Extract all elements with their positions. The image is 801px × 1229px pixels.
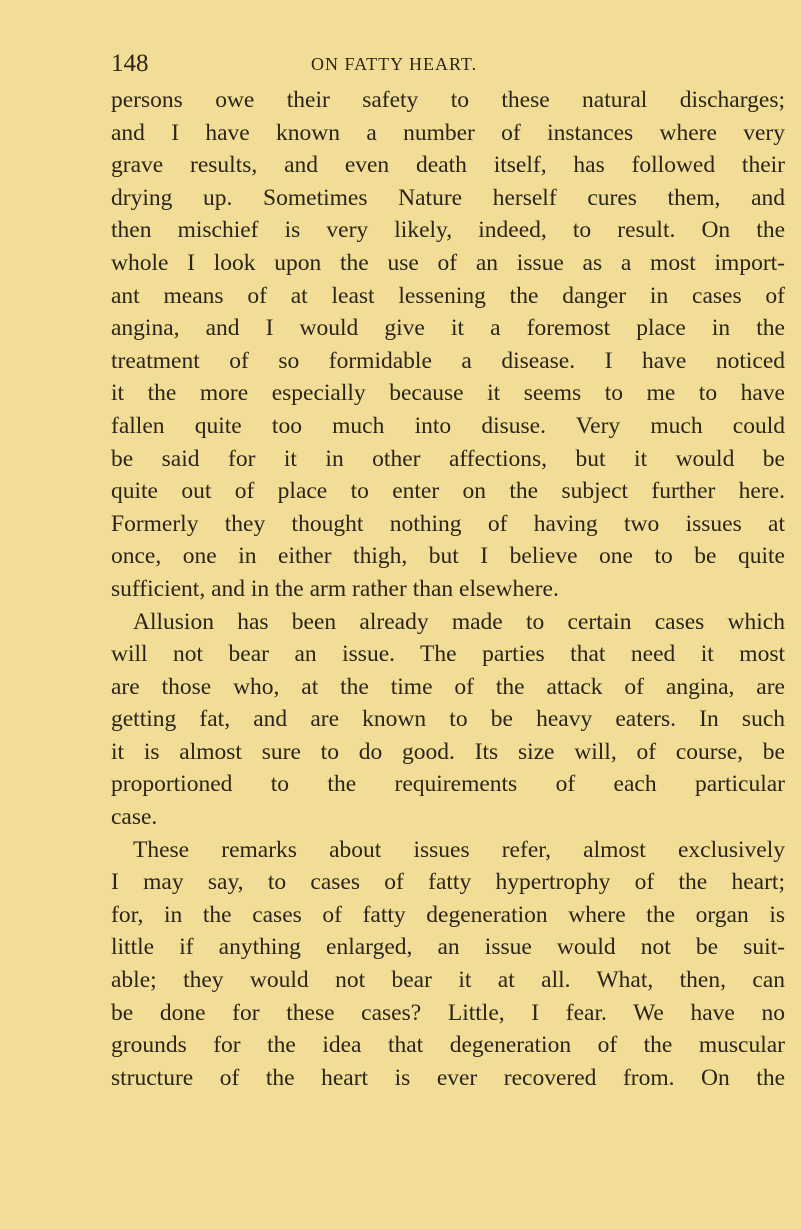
text-line: it is almost sure to do good. Its size will, of course, be [111, 738, 785, 765]
text-line: are those who, at the time of the attack of angina, are [111, 673, 785, 700]
page-number: 148 [111, 50, 149, 77]
text-line: angina, and I would give it a foremost place in the [111, 315, 785, 342]
text-line: proportioned to the requirements of each particular [111, 771, 785, 798]
text-line: persons owe their safety to these natural discharges; [111, 87, 785, 113]
page-header [111, 50, 541, 80]
text-line: whole I look upon the use of an issue as a most import- [111, 249, 785, 276]
text-line: grounds for the idea that degeneration of the muscular [111, 1032, 785, 1059]
text-line: be said for it in other affections, but it would be [111, 445, 785, 472]
text-line: I may say, to cases of fatty hypertrophy of the heart; [111, 869, 785, 896]
text-line: it the more especially because it seems to me to have [111, 380, 785, 407]
running-title: ON FATTY HEART. [311, 54, 478, 74]
text-line: fallen quite too much into disuse. Very much could [111, 412, 785, 439]
text-line: Allusion has been already made to certain cases which [133, 608, 785, 635]
text-line: getting fat, and are known to be heavy eaters. In such [111, 706, 785, 733]
text-line: then mischief is very likely, indeed, to result. On the [111, 217, 785, 244]
text-line: quite out of place to enter on the subject further here. [111, 478, 785, 505]
text-line: structure of the heart is ever recovered from. On the [111, 1064, 785, 1091]
text-line: will not bear an issue. The parties that need it most [111, 641, 785, 668]
text-line: once, one in either thigh, but I believe one to be quite [111, 543, 785, 570]
text-line: sufficient, and in the arm rather than elsewhere. [111, 575, 559, 602]
text-line: grave results, and even death itself, has followed their [111, 152, 785, 179]
text-line: drying up. Sometimes Nature herself cures them, and [111, 184, 785, 211]
text-line: ant means of at least lessening the danger in cases of [111, 282, 785, 309]
text-line: Formerly they thought nothing of having two issues at [111, 510, 785, 537]
text-line: treatment of so formidable a disease. I have noticed [111, 347, 785, 374]
page-body-text [111, 84, 785, 1094]
text-line: little if anything enlarged, an issue would not be suit- [111, 934, 785, 961]
text-line: case. [111, 804, 158, 831]
text-line: and I have known a number of instances where very [111, 119, 785, 146]
text-line: able; they would not bear it at all. What, then, can [111, 967, 785, 994]
text-line: be done for these cases? Little, I fear. We have no [111, 999, 785, 1026]
text-line: These remarks about issues refer, almost exclusively [133, 836, 785, 863]
text-line: for, in the cases of fatty degeneration where the organ is [111, 901, 785, 928]
